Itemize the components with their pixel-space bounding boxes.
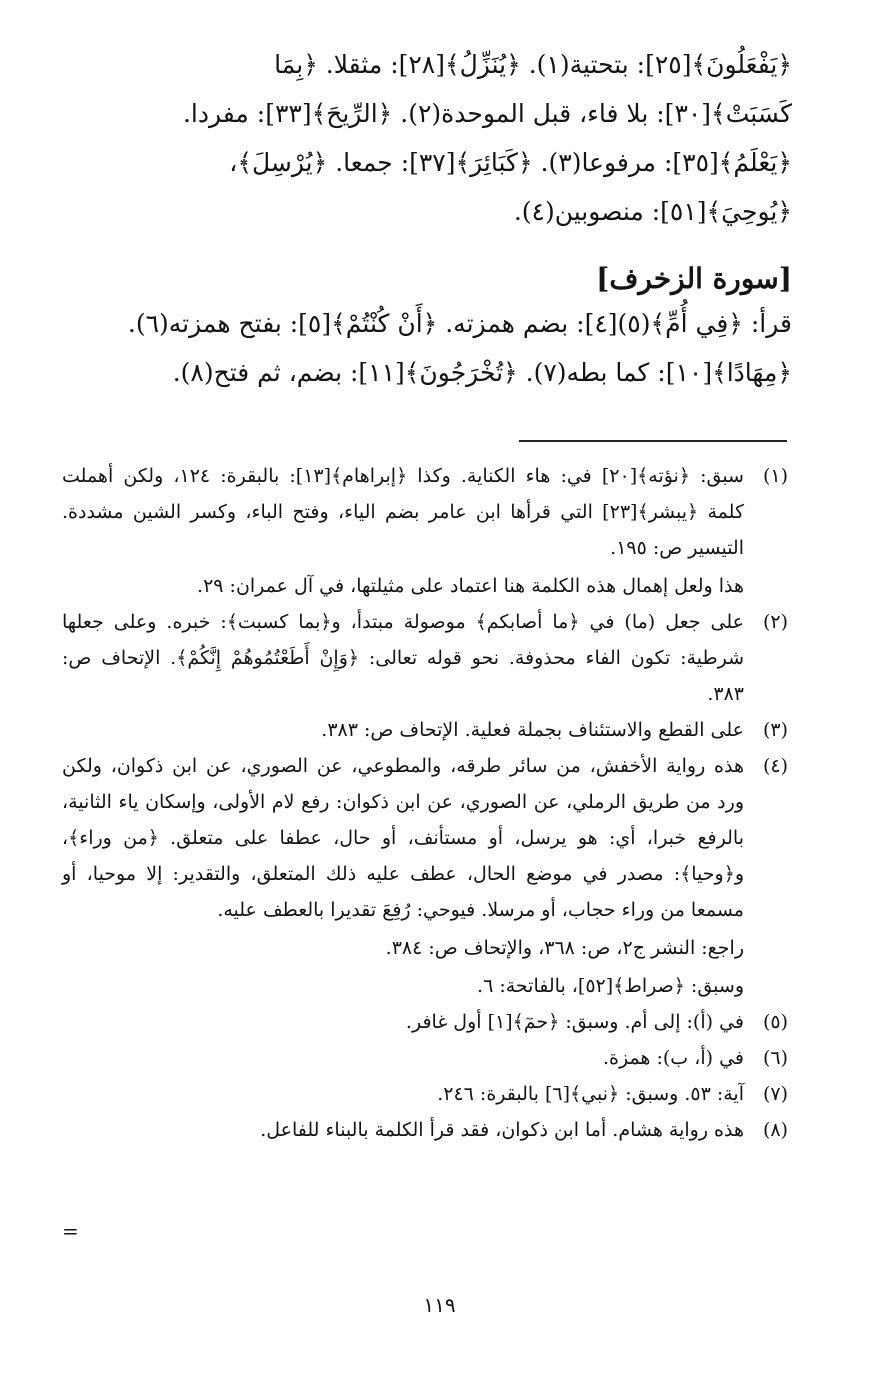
text-line: كَسَبَتْ﴾[٣٠]: بلا فاء، قبل الموحدة(٢). ﴿الرِّيحَ﴾[٣٣]: مفردا. [182, 99, 792, 128]
footnote-text: هذه رواية الأخفش، من سائر طرقه، والمطوعي، عن الصوري، عن ابن ذكوان، ولكن ورد من طريق الرملي، عن الصوري، عن ابن ذكوان: رفع لام الأولى، وإسكان ياء الثانية، بالرفع خبرا، أي: هو يرسل، أو مستأنف، أو حال، عطفا على متعلق. ﴿من وراء﴾، و﴿وحيا﴾: مصدر في موضع الحال، عطف عليه ذلك المتعلق، والتقدير: إلا موحيا، أو مسمعا من وراء حجاب، أو مرسلا. فيوحي: رُفِعَ تقديرا بالعطف عليه. [62, 755, 744, 921]
footnote [62, 712, 788, 748]
footnote-text: سبق: ﴿نؤته﴾[٢٠] في: هاء الكناية. وكذا ﴿إبراهام﴾[١٣]: بالبقرة: ١٢٤، ولكن أهملت كلمة ﴿يبشر﴾[٢٣] التي قرأها ابن عامر بضم الياء، وفتح الباء، وكسر الشين مشددة. التيسير ص: ١٩٥. [62, 465, 745, 559]
main-text [62, 40, 792, 397]
footnotes [62, 458, 788, 1148]
footnote-text: على القطع والاستئناف بجملة فعلية. الإتحاف ص: ٣٨٣. [321, 719, 744, 741]
text-line: قرأ: ﴿فِي أُمِّ﴾(٥)[٤]: بضم همزته. ﴿أَنْ كُنْتُمْ﴾[٥]: بفتح همزته(٦). [127, 309, 792, 338]
text-line: ﴿مِهَادًا﴾[١٠]: كما بطه(٧). ﴿تُخْرَجُونَ﴾[١١]: بضم، ثم فتح(٨). [172, 358, 792, 387]
footnote-number: (٧) [762, 1083, 788, 1105]
footnote-number: (١) [762, 465, 788, 487]
footnote [62, 1040, 788, 1076]
footnote [62, 748, 788, 1004]
surah-heading: [سورة الزخرف] [596, 262, 792, 295]
continuation-mark: = [62, 1219, 79, 1243]
text-line: ﴿يَفْعَلُونَ﴾[٢٥]: بتحتية(١). ﴿يُنَزِّلُ﴾[٢٨]: مثقلا. ﴿بِمَا [274, 50, 792, 79]
footnote-text: وسبق: ﴿صراط﴾[٥٢]، بالفاتحة: ٦. [477, 975, 744, 997]
footnote-number: (٢) [762, 611, 788, 633]
footnote-text: هذا ولعل إهمال هذه الكلمة هنا اعتماد على مثيلتها، في آل عمران: ٢٩. [197, 575, 744, 597]
footnote-number: (٥) [762, 1011, 788, 1033]
footnote-number: (٣) [762, 719, 788, 741]
footnote-text: في (أ، ب): همزة. [602, 1047, 744, 1069]
page-number: ١١٩ [423, 1293, 456, 1317]
footnote-separator [519, 440, 787, 442]
text-line: ﴿يَعْلَمُ﴾[٣٥]: مرفوعا(٣). ﴿كَبَائِرَ﴾[٣٧]: جمعا. ﴿يُرْسِلَ﴾، [229, 148, 792, 177]
footnote-text: آية: ٥٣. وسبق: ﴿نبي﴾[٦] بالبقرة: ٢٤٦. [437, 1083, 744, 1105]
footnote [62, 458, 788, 604]
footnote [62, 1112, 788, 1148]
footnote-text: راجع: النشر ج٢، ص: ٣٦٨، والإتحاف ص: ٣٨٤. [385, 937, 744, 959]
footnote-text: هذه رواية هشام. أما ابن ذكوان، فقد قرأ الكلمة بالبناء للفاعل. [260, 1119, 744, 1141]
footnote [62, 604, 788, 712]
footnote [62, 1076, 788, 1112]
footnote-text: في (أ): إلى أم. وسبق: ﴿حمٓ﴾[١] أول غافر. [405, 1011, 744, 1033]
footnote-number: (٦) [762, 1047, 788, 1069]
footnote-number: (٨) [762, 1119, 788, 1141]
footnote [62, 1004, 788, 1040]
footnote-text: على جعل (ما) في ﴿ما أصابكم﴾ موصولة مبتدأ، و﴿بما كسبت﴾: خبره. وعلى جعلها شرطية: تكون الفاء محذوفة. نحو قوله تعالى: ﴿وَإِنْ أَطَعْتُمُوهُمْ إِنَّكُمْ﴾. الإتحاف ص: ٣٨٣. [62, 611, 744, 705]
text-line: ﴿يُوحِيَ﴾[٥١]: منصوبين(٤). [513, 197, 792, 226]
footnote-number: (٤) [762, 755, 788, 777]
